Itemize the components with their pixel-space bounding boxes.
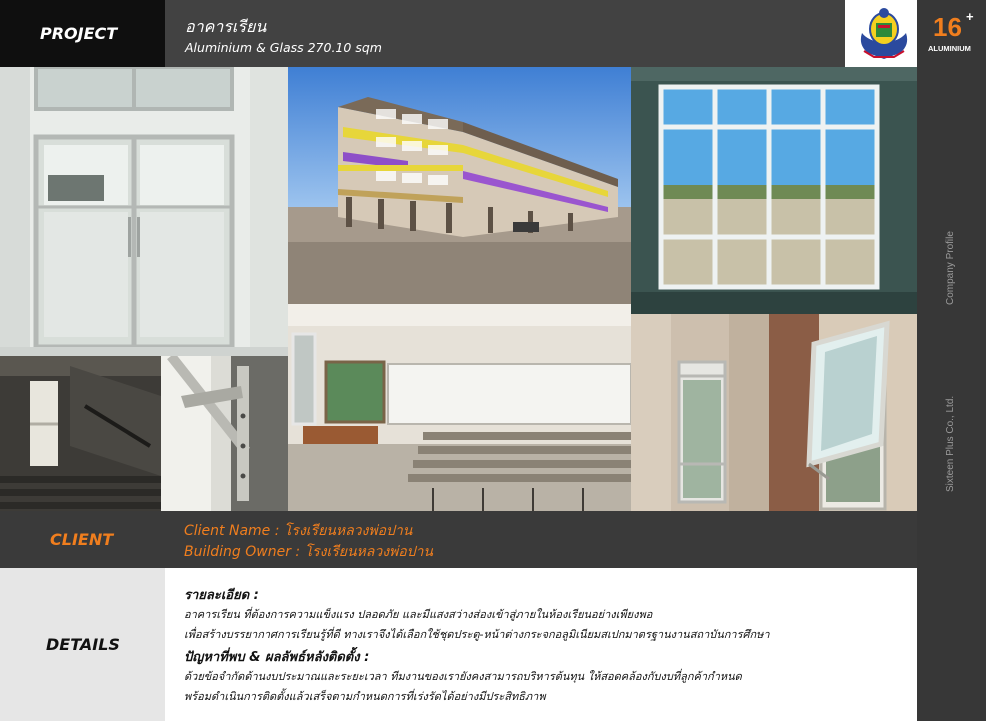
- photo-awning-window: [769, 314, 917, 511]
- photo-classroom: [288, 304, 631, 511]
- photo-stairway: [0, 356, 161, 511]
- photo-window-view: [631, 67, 917, 314]
- brand-word: ALUMINIUM: [928, 44, 971, 53]
- photo-narrow-window: [631, 314, 769, 511]
- project-label-box: [0, 0, 165, 67]
- school-crest-icon: [854, 5, 914, 63]
- details-label: DETAILS: [46, 635, 120, 654]
- details-heading: รายละเอียด :: [184, 588, 259, 603]
- brand-number: 16: [933, 12, 962, 42]
- brand-strip: [917, 0, 986, 721]
- photo-interior-door: [0, 67, 288, 356]
- client-logo: [850, 1, 917, 67]
- project-title: อาคารเรียน: [185, 17, 267, 36]
- client-label: CLIENT: [50, 530, 114, 549]
- details-line-4: พร้อมดำเนินการติดตั้งแล้วเสร็จตามกำหนดการที่เร่งรัดได้อย่างมีประสิทธิภาพ: [184, 690, 546, 703]
- details-line-3: ด้วยข้อจำกัดด้านงบประมาณและระยะเวลา ทีมงานของเรายังคงสามารถบริหารต้นทุน ให้สอดคล้องกับงบที่ลูกค้ากำหนด: [184, 670, 742, 683]
- details-line-2: เพื่อสร้างบรรยากาศการเรียนรู้ที่ดี ทางเราจึงได้เลือกใช้ชุดประตู-หน้าต่างกระจกอลูมิเนียมสเปกมาตรฐานงานสถาบันการศึกษา: [184, 628, 770, 641]
- vertical-company-profile: Company Profile: [945, 231, 956, 305]
- vertical-company-name: Sixteen Plus Co., Ltd.: [945, 395, 956, 492]
- project-label: PROJECT: [40, 24, 118, 43]
- building-owner: Building Owner : โรงเรียนหลวงพ่อปาน: [184, 544, 433, 560]
- project-subtitle: Aluminium & Glass 270.10 sqm: [185, 40, 382, 55]
- photo-hinge-closeup: [161, 356, 288, 511]
- details-label-box: [0, 568, 165, 721]
- details-line-1: อาคารเรียน ที่ต้องการความแข็งแรง ปลอดภัย และมีแสงสว่างส่องเข้าสู่ภายในห้องเรียนอย่างเพียงพอ: [184, 608, 653, 621]
- photo-building-exterior: [288, 67, 631, 304]
- client-name: Client Name : โรงเรียนหลวงพ่อปาน: [184, 523, 413, 539]
- brand-plus: +: [966, 9, 974, 24]
- client-info: [165, 511, 917, 568]
- details-content: [165, 568, 917, 721]
- project-header: [165, 0, 845, 67]
- client-label-box: [0, 511, 165, 568]
- problems-heading: ปัญหาที่พบ & ผลลัพธ์หลังติดตั้ง :: [184, 650, 370, 665]
